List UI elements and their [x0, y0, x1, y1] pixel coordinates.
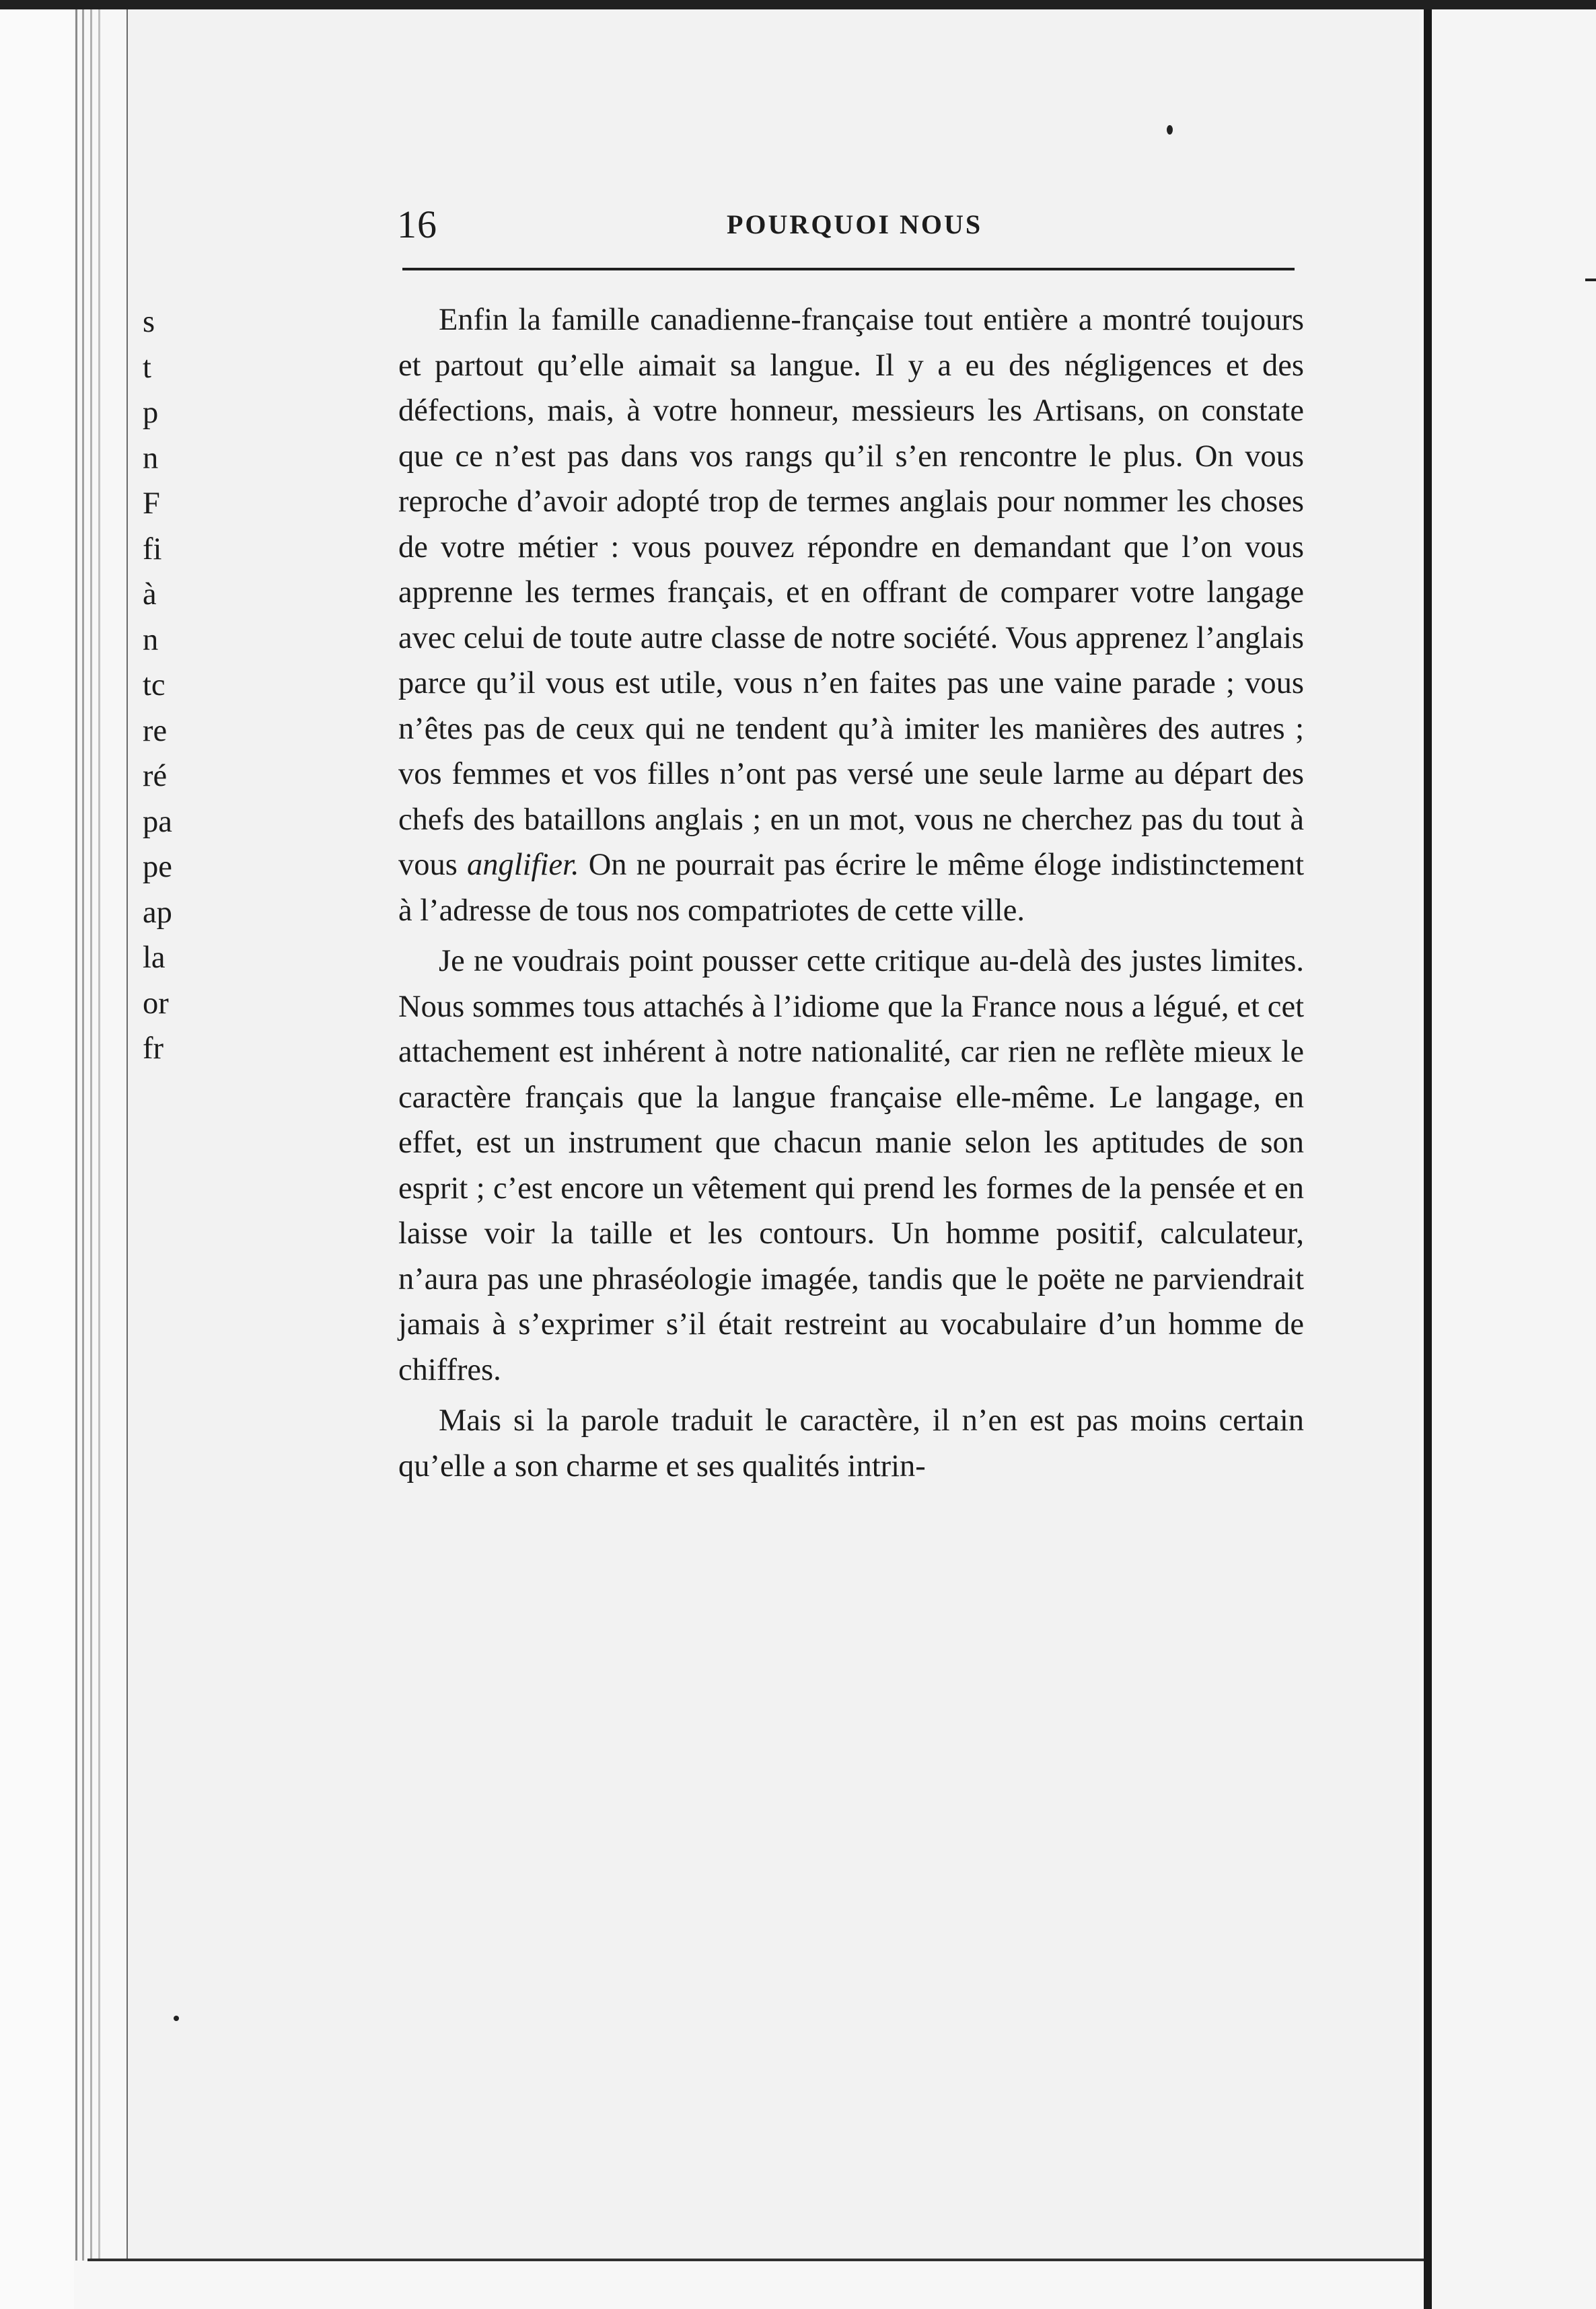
- page-edge-line: [75, 0, 77, 2261]
- next-page-rule: [1585, 279, 1596, 281]
- ink-speck: [174, 2016, 179, 2021]
- next-page-fragment-line: n: [143, 441, 159, 476]
- running-title: POURQUOI NOUS: [727, 209, 983, 240]
- next-page-fragment-line: t: [143, 350, 151, 385]
- paragraph-2: Je ne voudrais point pousser cette critique au-delà des justes limites. Nous sommes tous attachés à l’idiome que la France nous a légué, et cet attachement est inhérent à notre nationalité, car rien ne reflète mieux le caractère français que la langue française elle-même. Le langage, en effet, est un instrument que chacun manie selon les aptitudes de son esprit ; c’est encore un vêtement qui prend les formes de la pensée et en laisse voir la taille et les contours. Un homme positif, calculateur, n’aura pas une phraséologie imagée, tandis que le poëte ne parviendrait jamais à s’exprimer s’il était restreint au vocabulaire d’un homme de chiffres.: [398, 944, 1304, 1387]
- page-edge-line: [90, 0, 92, 2261]
- next-page-fragment-line: la: [143, 941, 166, 975]
- next-page-fragment-line: ré: [143, 759, 168, 793]
- next-page-fragment-line: ap: [143, 895, 172, 930]
- emphasis-word: anglifier.: [466, 848, 579, 882]
- page-edge-line: [98, 0, 100, 2261]
- next-page-fragment-line: fi: [143, 532, 162, 566]
- next-page-fragment-line: n: [143, 622, 159, 657]
- next-page-fragment-line: or: [143, 986, 169, 1021]
- next-page-fragment-line: à: [143, 577, 157, 612]
- book-edge-left: [0, 0, 74, 2309]
- next-page-fragment-line: pe: [143, 850, 172, 884]
- body-text: [398, 297, 1304, 1489]
- next-page-fragment: [1432, 9, 1596, 2309]
- gutter-shadow: [1424, 9, 1432, 2309]
- page-edge-line: [82, 0, 84, 2261]
- paragraph-1: [398, 297, 1304, 933]
- ink-speck: [1167, 125, 1173, 135]
- scan-top-border: [0, 0, 1596, 9]
- paragraph-3: Mais si la parole traduit le caractère, il n’en est pas moins certain qu’elle a son charme et ses qualités intrin-: [398, 1403, 1304, 1483]
- next-page-fragment-line: pa: [143, 804, 172, 839]
- next-page-fragment-line: F: [143, 486, 160, 521]
- paragraph-1-text-end: On ne pourrait pas écrire le même éloge indistinctement à l’adresse de tous nos compatriotes de cette ville.: [398, 848, 1304, 928]
- scan-bottom-line: [87, 2259, 1433, 2261]
- next-page-line-fragments: [143, 299, 183, 1072]
- paragraph-1-text: Enfin la famille canadienne-française tout entière a montré toujours et partout qu’elle aimait sa langue. Il y a eu des négligences et des défections, mais, à votre honneur, messieurs les Artisans, on constate que ce n’est pas dans vos rangs qu’il s’en rencontre le plus. On vous reproche d’avoir adopté trop de termes anglais pour nommer les choses de votre métier : vous pouvez répondre en demandant que l’on vous apprenne les termes français, et en offrant de comparer votre langage avec celui de toute autre classe de notre société. Vous apprenez l’anglais parce qu’il vous est utile, vous n’en faites pas une vaine parade ; vous n’êtes pas de ceux qui ne tendent qu’à imiter les manières des autres ; vos femmes et vos filles n’ont pas versé une seule larme au départ des chefs des bataillons anglais ; en un mot, vous ne cherchez pas du tout à vous: [398, 303, 1304, 882]
- next-page-fragment-line: fr: [143, 1031, 164, 1066]
- running-head: [397, 202, 1292, 246]
- header-rule: [402, 268, 1295, 270]
- next-page-fragment-line: s: [143, 305, 155, 339]
- next-page-fragment-line: tc: [143, 668, 166, 702]
- next-page-fragment-line: re: [143, 713, 168, 748]
- next-page-fragment-line: p: [143, 396, 159, 430]
- page-number: 16: [397, 203, 437, 246]
